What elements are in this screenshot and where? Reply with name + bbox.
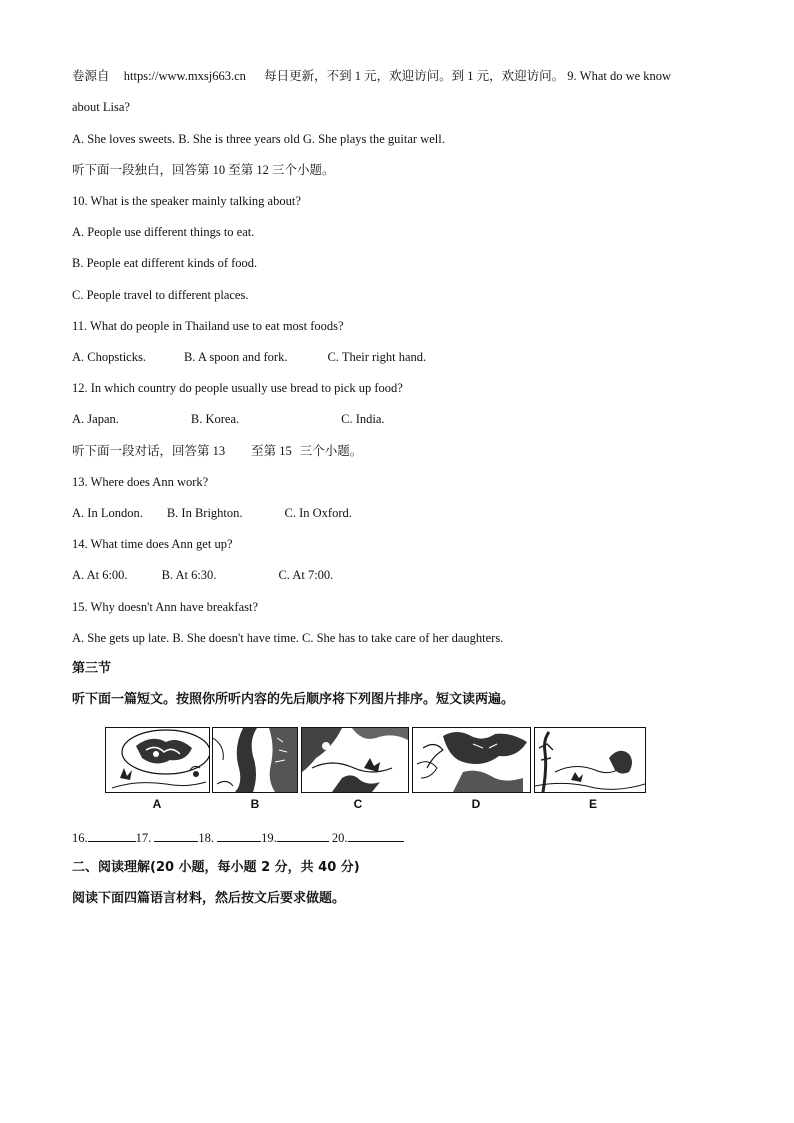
blank-18-label: 18. [198, 831, 214, 845]
q13-option-b: B. In Brighton. [166, 506, 243, 520]
q9-question-cont: about Lisa? [72, 100, 130, 114]
q13-option-c: C. In Oxford. [284, 506, 352, 520]
q14-question: 14. What time does Ann get up? [72, 537, 233, 551]
section-intro-monologue: 听下面一段独白，回答第 10 至第 12 三个小题。 [72, 163, 335, 177]
section3-title: 第三节 [72, 661, 112, 676]
q14-option-c: C. At 7:00. [278, 568, 334, 582]
picture-d-illustration [413, 728, 530, 792]
picture-c [301, 727, 409, 793]
picture-label-c: C [353, 797, 363, 811]
answer-blank-19[interactable] [277, 829, 329, 842]
answer-blank-17[interactable] [154, 829, 198, 842]
picture-a-illustration [106, 728, 209, 792]
picture-a [105, 727, 210, 793]
blank-19-label: 19. [261, 831, 277, 845]
q12-option-b: B. Korea. [190, 412, 240, 426]
answer-blank-20[interactable] [348, 829, 404, 842]
q14-option-a: A. At 6:00. [72, 568, 128, 582]
picture-b [212, 727, 298, 793]
part2-title: 二、阅读理解(20 小题，每小题 2 分，共 40 分) [72, 860, 360, 875]
q11-option-c: C. Their right hand. [327, 350, 427, 364]
q11-options [72, 349, 426, 365]
header-site: 卷源自 [72, 69, 110, 83]
blank-17-label: 17. [135, 831, 152, 845]
picture-strip [105, 727, 645, 817]
blank-20-label: 20. [331, 831, 348, 845]
header-slogan: 每日更新，不到 1 元，欢迎访问。到 1 元，欢迎访问。 [264, 69, 565, 83]
answer-blank-16[interactable] [88, 829, 136, 842]
picture-e-illustration [535, 728, 645, 792]
q13-options [72, 505, 352, 521]
q14-options [72, 567, 333, 583]
section3-instruction: 听下面一篇短文。按照你所听内容的先后顺序将下列图片排序。短文读两遍。 [72, 692, 515, 707]
q12-option-c: C. India. [341, 412, 385, 426]
picture-label-e: E [588, 797, 597, 811]
part2-instruction: 阅读下面四篇语言材料，然后按文后要求做题。 [72, 891, 346, 906]
q10-question: 10. What is the speaker mainly talking about? [72, 194, 301, 208]
q14-option-b: B. At 6:30. [161, 568, 217, 582]
q13-question: 13. Where does Ann work? [72, 475, 209, 489]
q10-option-a: A. People use different things to eat. [72, 225, 255, 239]
section-intro-dialogue: 听下面一段对话，回答第 13 至第 15 三个小题。 [72, 444, 363, 458]
picture-b-illustration [213, 728, 297, 792]
blank-16-label: 16. [72, 831, 88, 845]
q11-option-b: B. A spoon and fork. [183, 350, 288, 364]
picture-label-a: A [152, 797, 162, 811]
header-url[interactable]: https://www.mxsj663.cn [123, 69, 246, 83]
q11-question: 11. What do people in Thailand use to eat most foods? [72, 319, 344, 333]
picture-e [534, 727, 646, 793]
q15-question: 15. Why doesn't Ann have breakfast? [72, 600, 258, 614]
picture-label-b: B [250, 797, 260, 811]
q12-option-a: A. Japan. [72, 412, 119, 426]
answer-blanks [72, 829, 404, 846]
picture-c-illustration [302, 728, 408, 792]
q10-option-c: C. People travel to different places. [72, 288, 249, 302]
answer-blank-18[interactable] [217, 829, 261, 842]
q12-question: 12. In which country do people usually use bread to pick up food? [72, 381, 403, 395]
picture-label-d: D [471, 797, 481, 811]
header-line [72, 68, 671, 84]
q9-question-start: 9. What do we know [567, 69, 672, 83]
q15-options: A. She gets up late. B. She doesn't have time. C. She has to take care of her daughters. [72, 631, 504, 645]
q9-options: A. She loves sweets. B. She is three years old G. She plays the guitar well. [72, 132, 445, 146]
q12-options [72, 411, 385, 427]
picture-d [412, 727, 531, 793]
q10-option-b: B. People eat different kinds of food. [72, 256, 258, 270]
q11-option-a: A. Chopsticks. [72, 350, 146, 364]
q13-option-a: A. In London. [72, 506, 143, 520]
